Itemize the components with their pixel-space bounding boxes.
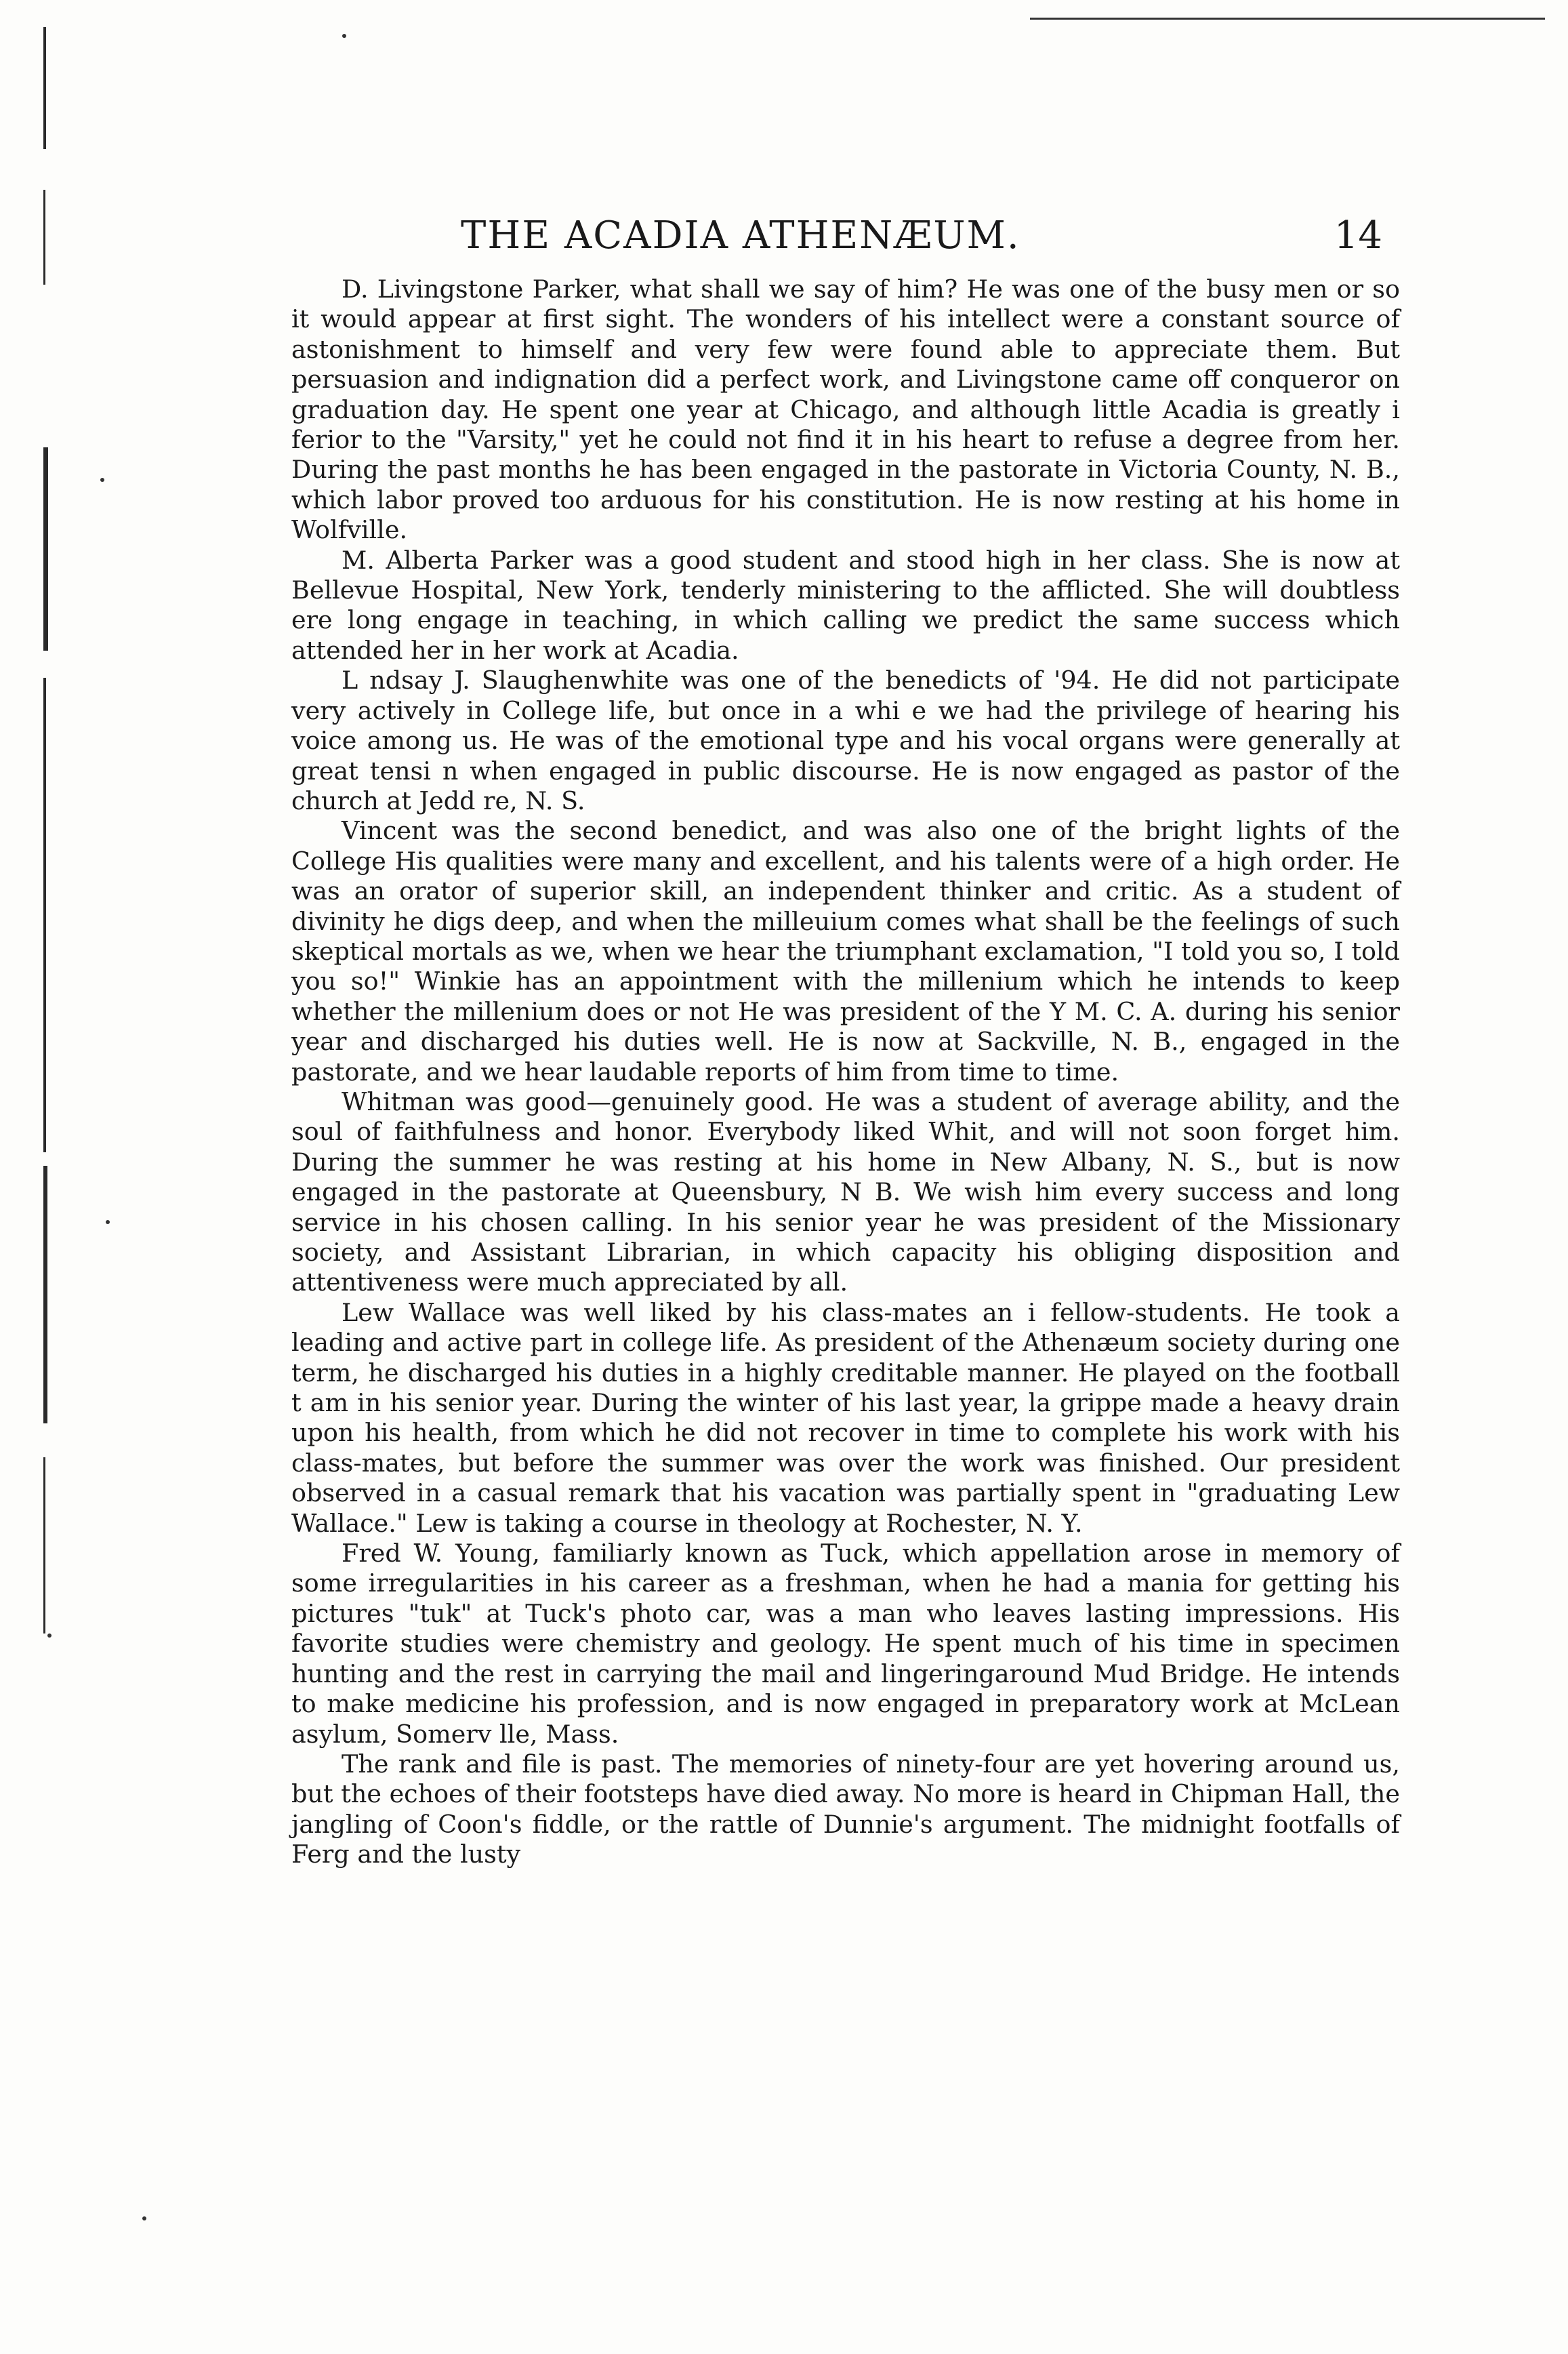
- binding-mark: [43, 1166, 47, 1423]
- paragraph-vincent: Vincent was the second benedict, and was also one of the bright lights of the College His qualities were many and excellent, and his talents were of a high order. He was an orator of superior skill, an independent thinker and critic. As a student of divinity he digs deep, and when the milleuium comes what shall be the feelings of such skeptical mortals as we, when we hear the triumphant exclamation, "I told you so, I told you so!" Winkie has an appointment with the millenium which he intends to keep whether the millenium does or not He was president of the Y M. C. A. during his senior year and discharged his duties well. He is now at Sackville, N. B., engaged in the pastorate, and we hear laudable reports of him from time to time.: [291, 816, 1400, 1087]
- binding-mark: [43, 27, 46, 149]
- paragraph-rank-and-file: The rank and file is past. The memories of ninety-four are yet hovering around us, but the echoes of their footsteps have died away. No more is heard in Chipman Hall, the jangling of Coon's fiddle, or the rattle of Dunnie's argument. The midnight footfalls of Ferg and the lusty: [291, 1749, 1400, 1869]
- article-body: [291, 275, 1400, 1870]
- paragraph-fred-young: Fred W. Young, familiarly known as Tuck, which appellation arose in memory of some irregularities in his career as a freshman, when he had a mania for getting his pictures "tuk" at Tuck's photo car, was a man who leaves lasting impressions. His favorite studies were chemistry and geology. He spent much of his time in specimen hunting and the rest in carrying the mail and lingeringaround Mud Bridge. He intends to make medicine his profession, and is now engaged in preparatory work at McLean asylum, Somerv lle, Mass.: [291, 1539, 1400, 1749]
- binding-mark: [43, 447, 48, 651]
- scan-speck: [106, 1220, 110, 1224]
- scan-speck: [47, 1633, 51, 1638]
- scan-speck: [100, 478, 104, 482]
- paragraph-alberta-parker: M. Alberta Parker was a good student and stood high in her class. She is now at Bellevue Hospital, New York, tenderly ministering to the afflicted. She will doubtless ere long engage in teaching, in which calling we predict the same success which attended her in her work at Acadia.: [291, 545, 1400, 665]
- binding-mark: [43, 678, 46, 1152]
- paragraph-lew-wallace: Lew Wallace was well liked by his class-mates an i fellow-students. He took a leading and active part in college life. As president of the Athenæum society during one term, he discharged his duties in a highly creditable manner. He played on the football t am in his senior year. During the winter of his last year, la grippe made a heavy drain upon his health, from which he did not recover in time to complete his work with his class-mates, but before the summer was over the work was finished. Our president observed in a casual remark that his vacation was partially spent in "graduating Lew Wallace." Lew is taking a course in theology at Rochester, N. Y.: [291, 1297, 1400, 1538]
- binding-mark: [43, 1457, 45, 1633]
- page-number: 14: [1334, 214, 1382, 258]
- page-header: [339, 214, 1382, 268]
- paragraph-slaughenwhite: L ndsay J. Slaughenwhite was one of the benedicts of '94. He did not participate very actively in College life, but once in a whi e we had the privilege of hearing his voice among us. He was of the emotional type and his vocal organs were generally at great tensi n when engaged in public discourse. He is now engaged as pastor of the church at Jedd re, N. S.: [291, 666, 1400, 815]
- scan-speck: [142, 2216, 146, 2220]
- scan-speck: [342, 34, 346, 38]
- paragraph-parker: D. Livingstone Parker, what shall we say of him? He was one of the busy men or so it would appear at first sight. The wonders of his intellect were a constant source of astonishment to himself and very few were found able to appreciate them. But persuasion and indignation did a perfect work, and Livingstone came off conqueror on graduation day. He spent one year at Chicago, and although little Acadia is greatly i ferior to the "Varsity," yet he could not find it in his heart to refuse a degree from her. During the past months he has been engaged in the pastorate in Victoria County, N. B., which labor proved too arduous for his constitution. He is now resting at his home in Wolfville.: [291, 275, 1400, 545]
- top-edge-rule: [1030, 18, 1545, 20]
- binding-mark: [43, 190, 45, 285]
- paragraph-whitman: Whitman was good—genuinely good. He was a student of average ability, and the soul of faithfulness and honor. Everybody liked Whit, and will not soon forget him. During the summer he was resting at his home in New Albany, N. S., but is now engaged in the pastorate at Queensbury, N B. We wish him every success and long service in his chosen calling. In his senior year he was president of the Missionary society, and Assistant Librarian, in which capacity his obliging disposition and attentiveness were much appreciated by all.: [291, 1087, 1400, 1297]
- running-title: THE ACADIA ATHENÆUM.: [461, 214, 1020, 258]
